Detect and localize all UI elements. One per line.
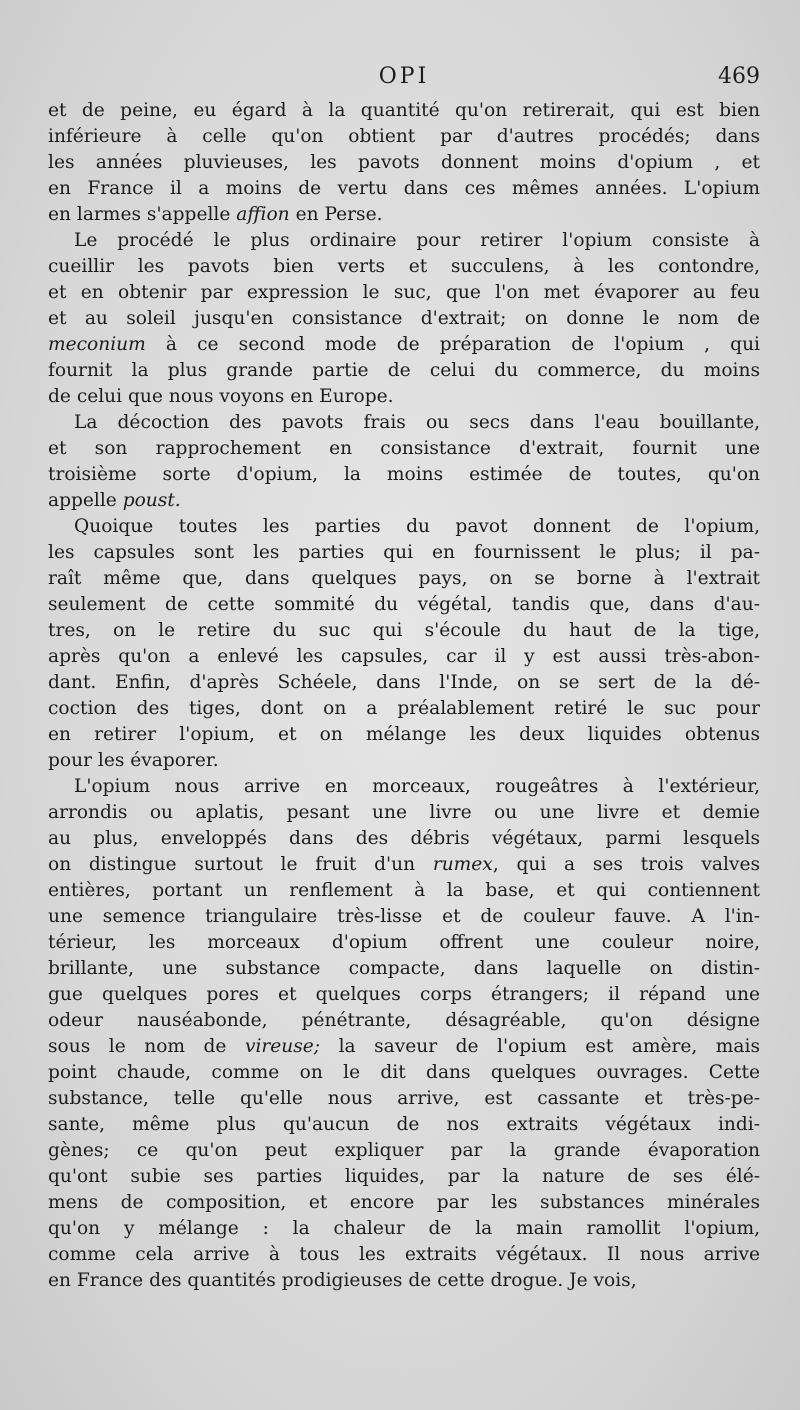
italic-term: poust. [122, 490, 181, 511]
text-run: une semence triangulaire très-lisse et de couleur fauve. A l'in- [48, 906, 760, 927]
text-line [48, 722, 760, 748]
text-run: et son rapprochement en consistance d'extrait, fournit une [48, 438, 760, 459]
text-line [48, 1008, 760, 1034]
running-head [48, 62, 760, 96]
text-run: et au soleil jusqu'en consistance d'extrait; on donne le nom de [48, 308, 760, 329]
text-line [48, 540, 760, 566]
text-run: entières, portant un renflement à la base, et qui contiennent [48, 880, 760, 901]
text-line [48, 1190, 760, 1216]
text-run: en Perse. [289, 204, 383, 225]
text-run: tres, on le retire du suc qui s'écoule du haut de la tige, [48, 620, 760, 641]
text-line [48, 410, 760, 436]
text-line [48, 670, 760, 696]
italic-term: affion [236, 204, 290, 225]
text-run: comme cela arrive à tous les extraits végétaux. Il nous arrive [48, 1244, 760, 1265]
text-run: raît même que, dans quelques pays, on se borne à l'extrait [48, 568, 760, 589]
text-line [48, 1138, 760, 1164]
text-run: , qui a ses trois valves [492, 854, 760, 875]
text-line [48, 436, 760, 462]
text-line [48, 826, 760, 852]
text-line [48, 1268, 760, 1294]
text-line [48, 1112, 760, 1138]
text-line [48, 1086, 760, 1112]
italic-term: meconium [48, 334, 146, 355]
text-run: en France il a moins de vertu dans ces mêmes années. L'opium [48, 178, 760, 199]
text-line [48, 280, 760, 306]
text-line [48, 254, 760, 280]
text-line [48, 1034, 760, 1060]
text-line [48, 98, 760, 124]
text-run: gue quelques pores et quelques corps étrangers; il répand une [48, 984, 760, 1005]
text-run: les capsules sont les parties qui en fournissent le plus; il pa- [48, 542, 760, 563]
text-run: arrondis ou aplatis, pesant une livre ou une livre et demie [48, 802, 760, 823]
text-line [48, 176, 760, 202]
paragraph [48, 514, 760, 774]
text-run: fournit la plus grande partie de celui du commerce, du moins [48, 360, 760, 381]
text-line [48, 202, 760, 228]
text-run: térieur, les morceaux d'opium offrent une couleur noire, [48, 932, 760, 953]
text-run: sous le nom de [48, 1036, 245, 1057]
text-run: en larmes s'appelle [48, 204, 237, 225]
page-number: 469 [718, 64, 760, 89]
text-run: on distingue surtout le fruit d'un [48, 854, 433, 875]
text-run: substance, telle qu'elle nous arrive, est cassante et très-pe- [48, 1088, 760, 1109]
text-run: en retirer l'opium, et on mélange les deux liquides obtenus [48, 724, 760, 745]
text-run: cueillir les pavots bien verts et succulens, à les contondre, [48, 256, 760, 277]
italic-term: vireuse; [244, 1036, 321, 1057]
italic-term: rumex [432, 854, 493, 875]
text-run: les années pluvieuses, les pavots donnent moins d'opium , et [48, 152, 760, 173]
text-run: point chaude, comme on le dit dans quelques ouvrages. Cette [48, 1062, 760, 1083]
text-line [48, 878, 760, 904]
text-run: de celui que nous voyons en Europe. [48, 386, 394, 407]
text-line [48, 358, 760, 384]
text-line [48, 1060, 760, 1086]
running-title: OPI [378, 64, 430, 89]
text-line [48, 696, 760, 722]
text-run: La décoction des pavots frais ou secs dans l'eau bouillante, [74, 412, 760, 433]
text-line [48, 332, 760, 358]
text-line [48, 618, 760, 644]
text-line [48, 1164, 760, 1190]
paragraph [48, 98, 760, 228]
text-line [48, 124, 760, 150]
text-line [48, 566, 760, 592]
text-run: troisième sorte d'opium, la moins estimée de toutes, qu'on [48, 464, 760, 485]
text-run: la saveur de l'opium est amère, mais [320, 1036, 760, 1057]
text-run: odeur nauséabonde, pénétrante, désagréable, qu'on désigne [48, 1010, 760, 1031]
text-line [48, 1216, 760, 1242]
text-line [48, 488, 760, 514]
text-run: pour les évaporer. [48, 750, 219, 771]
text-run: dant. Enfin, d'après Schéele, dans l'Inde, on se sert de la dé- [48, 672, 760, 693]
text-line [48, 228, 760, 254]
text-line [48, 748, 760, 774]
text-line [48, 384, 760, 410]
text-run: Le procédé le plus ordinaire pour retirer l'opium consiste à [74, 230, 760, 251]
text-run: Quoique toutes les parties du pavot donnent de l'opium, [74, 516, 760, 537]
text-run: après qu'on a enlevé les capsules, car il y est aussi très-abon- [48, 646, 760, 667]
text-line [48, 930, 760, 956]
text-run: en France des quantités prodigieuses de cette drogue. Je vois, [48, 1270, 637, 1291]
text-run: et en obtenir par expression le suc, que l'on met évaporer au feu [48, 282, 760, 303]
text-line [48, 800, 760, 826]
text-line [48, 644, 760, 670]
text-line [48, 462, 760, 488]
text-run: sante, même plus qu'aucun de nos extraits végétaux indi- [48, 1114, 760, 1135]
text-line [48, 150, 760, 176]
text-run: et de peine, eu égard à la quantité qu'on retirerait, qui est bien [48, 100, 760, 121]
text-line [48, 774, 760, 800]
paragraph [48, 228, 760, 410]
text-line [48, 956, 760, 982]
text-run: qu'ont subie ses parties liquides, par la nature de ses élé- [48, 1166, 760, 1187]
text-run: à ce second mode de préparation de l'opium , qui [145, 334, 760, 355]
text-line [48, 514, 760, 540]
body-text [48, 98, 760, 1294]
text-line [48, 1242, 760, 1268]
text-run: brillante, une substance compacte, dans laquelle on distin- [48, 958, 760, 979]
text-run: inférieure à celle qu'on obtient par d'autres procédés; dans [48, 126, 760, 147]
text-line [48, 306, 760, 332]
text-run: appelle [48, 490, 123, 511]
text-run: coction des tiges, dont on a préalablement retiré le suc pour [48, 698, 760, 719]
paragraph [48, 774, 760, 1294]
text-run: au plus, enveloppés dans des débris végétaux, parmi lesquels [48, 828, 760, 849]
text-run: qu'on y mélange : la chaleur de la main ramollit l'opium, [48, 1218, 760, 1239]
text-line [48, 852, 760, 878]
text-run: L'opium nous arrive en morceaux, rougeâtres à l'extérieur, [74, 776, 760, 797]
text-run: gènes; ce qu'on peut expliquer par la grande évaporation [48, 1140, 760, 1161]
text-line [48, 904, 760, 930]
text-run: seulement de cette sommité du végétal, tandis que, dans d'au- [48, 594, 760, 615]
text-run: mens de composition, et encore par les substances minérales [48, 1192, 760, 1213]
text-line [48, 592, 760, 618]
paragraph [48, 410, 760, 514]
text-line [48, 982, 760, 1008]
